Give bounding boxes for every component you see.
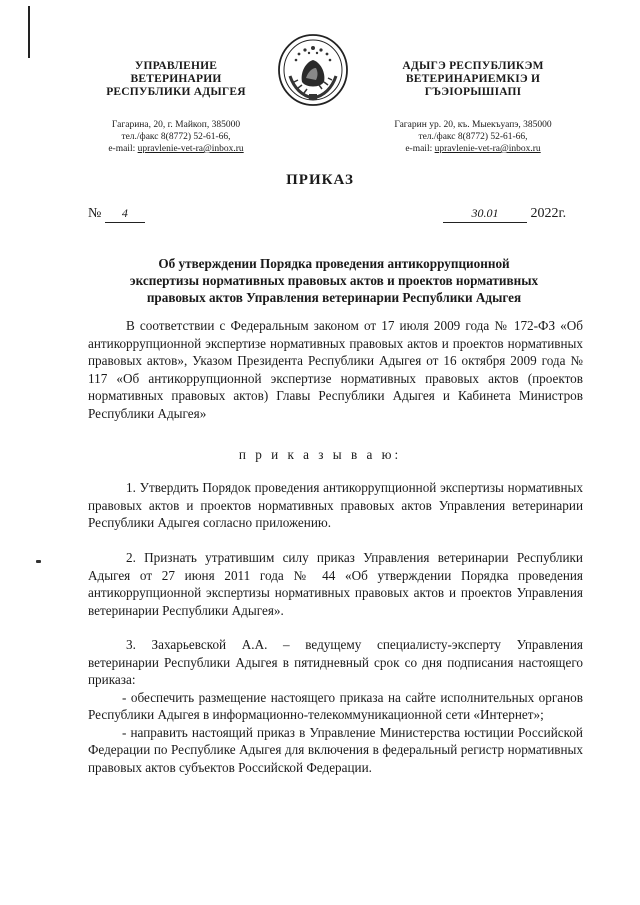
email-link-ady[interactable]: upravlenie-vet-ra@inbox.ru	[434, 144, 541, 154]
document-subject: Об утверждении Порядка проведения антикоррупционной экспертизы нормативных правовых актов и проектов нормативных правовых актов Управления ветеринарии Республики Адыгея	[129, 256, 539, 305]
margin-mark	[28, 6, 30, 58]
item-3: 3. Захарьевской А.А. – ведущему специалисту-эксперту Управления ветеринарии Республики Адыгея в пятидневный срок со дня подписания настоящего приказа: - обеспечить размещение настоящего приказа на сайте исполнительных органов Республики Адыгея в информационно-телекоммуникационной сети «Интернет»; - направить настоящий приказ в Управление Министерства юстиции Российской Федерации по Республике Адыгея для включения в федеральный регистр нормативных правовых актов субъектов Российской Федерации.	[88, 637, 583, 775]
orders-word: п р и к а з ы в а ю:	[238, 447, 402, 462]
preamble: В соответствии с Федеральным законом от 17 июля 2009 года № 172-ФЗ «Об антикоррупционной экспертизе нормативных правовых актов и проектов нормативных правовых актов», Указом Президента Республики Адыгея от 16 октября 2009 года № 117 «Об антикоррупционной экспертизе нормативных правовых актов (проектов нормативных правовых актов) Главы Республики Адыгея и Кабинета Министров Республики Адыгея»	[88, 318, 583, 421]
subitem-publish: - обеспечить размещение настоящего приказа на сайте исполнительных органов Республики Адыгея в информационно-телекоммуникационной сети «Интернет»;	[88, 689, 583, 722]
subitem-send: - направить настоящий приказ в Управление Министерства юстиции Российской Федерации по Республике Адыгея для включения в федеральный регистр нормативных правовых актов субъектов Российской Федерации.	[88, 724, 583, 775]
contacts-ru: Гагарина, 20, г. Майкоп, 385000 тел./факс 8(8772) 52-61-66, e-mail: upravlenie-vet-ra@inbox.ru	[78, 119, 274, 155]
order-date	[443, 206, 566, 223]
email-link-ru[interactable]: upravlenie-vet-ra@inbox.ru	[137, 144, 244, 154]
contacts-ady: Гагарин ур. 20, къ. Мыекъуапэ, 385000 тел./факс 8(8772) 52-61-66, e-mail: upravlenie-vet-ra@inbox.ru	[366, 119, 580, 155]
order-date-value: 30.01	[443, 206, 527, 223]
margin-dot	[36, 560, 41, 563]
address-ady: Гагарин ур. 20, къ. Мыекъуапэ, 385000	[394, 120, 552, 130]
order-year: 2022г.	[530, 206, 567, 221]
item-2: 2. Признать утратившим силу приказ Управления ветеринарии Республики Адыгея от 27 июня 2011 года № 44 «Об утверждении Порядка проведения антикоррупционной экспертизы нормативных правовых актов и проектов Управления ветеринарии Республики Адыгея».	[88, 550, 583, 618]
order-number: № 4	[88, 206, 145, 223]
coat-of-arms-icon	[276, 32, 350, 108]
document-title: ПРИКАЗ	[286, 172, 354, 188]
order-number-value: 4	[105, 206, 145, 223]
phone-ru: тел./факс 8(8772) 52-61-66,	[121, 132, 231, 142]
header-right	[366, 60, 580, 155]
header-left	[78, 60, 274, 155]
address-ru: Гагарина, 20, г. Майкоп, 385000	[111, 120, 241, 130]
organization-name-ady: АДЫГЭ РЕСПУБЛИКЭМ ВЕТЕРИНАРИЕМКIЭ И ГЪЭIОРЫШIАПI	[402, 60, 544, 98]
phone-ady: тел./факс 8(8772) 52-61-66,	[418, 132, 528, 142]
organization-name-ru: УПРАВЛЕНИЕ ВЕТЕРИНАРИИ РЕСПУБЛИКИ АДЫГЕЯ	[106, 60, 246, 98]
item-1: 1. Утвердить Порядок проведения антикоррупционной экспертизы нормативных правовых актов и проектов нормативных правовых актов Управления ветеринарии Республики Адыгея согласно приложению.	[88, 480, 583, 530]
